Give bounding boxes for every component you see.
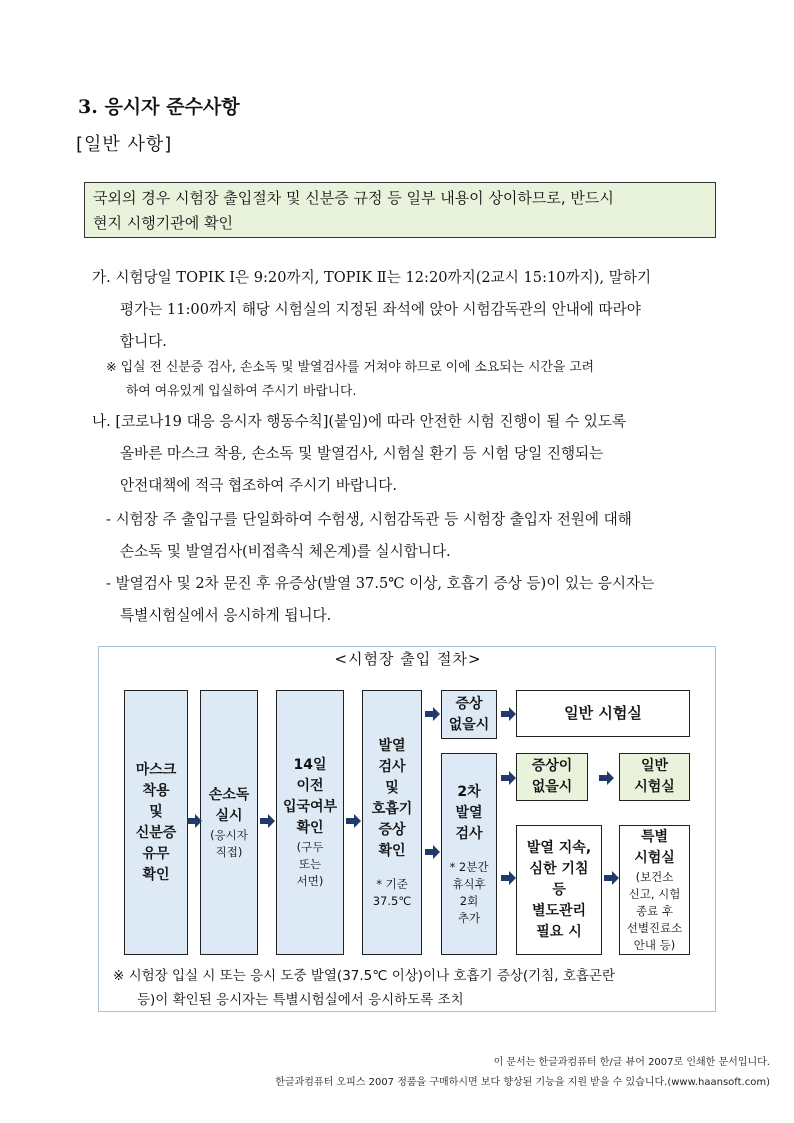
item-na-line-1: 나. [코로나19 대응 응시자 행동수칙](붙임)에 따라 안전한 시험 진행이 될 수 있도록	[92, 413, 627, 430]
overseas-notice-box	[84, 182, 716, 238]
special-exam-room-box	[619, 825, 690, 955]
general-matters-subheading: [일반 사항]	[76, 134, 173, 155]
box-text: 및	[149, 803, 163, 820]
diagram-note	[113, 964, 615, 1012]
box-text: 시험실	[634, 849, 675, 866]
box-subtext: 휴식후	[452, 876, 486, 891]
box-text: 일반	[640, 758, 669, 774]
arrow-right-icon	[425, 707, 440, 721]
general-exam-room-second-box	[619, 753, 690, 801]
hand-sanitize-box	[200, 690, 258, 955]
box-text: 호흡기	[371, 800, 413, 817]
general-exam-room-box	[516, 690, 690, 737]
box-text: 마스크	[135, 761, 177, 778]
box-subtext: 추가	[457, 910, 481, 925]
box-text: 심한 기침	[529, 860, 589, 877]
box-subtext: 또는	[298, 857, 322, 871]
diagram-note-line-2: 등)이 확인된 응시자는 특별시험실에서 응시하도록 조치	[137, 992, 464, 1008]
box-text: 확인	[378, 842, 406, 859]
box-subtext: (구두	[296, 840, 324, 854]
box-text: 착용	[142, 782, 170, 799]
box-subtext: 안내 등)	[633, 937, 676, 952]
separate-management-box	[516, 825, 602, 955]
box-subtext: 37.5℃	[372, 893, 412, 908]
box-subtext: (응시자	[210, 827, 248, 842]
box-text: 증상	[378, 821, 406, 838]
box-text: 발열	[455, 804, 483, 821]
box-text: 검사	[378, 758, 406, 775]
mask-id-check-box	[124, 690, 188, 955]
box-text: 확인	[296, 820, 324, 836]
box-text: 발열	[378, 737, 406, 754]
bullet-disinfection	[106, 504, 632, 568]
second-fever-check-box	[441, 753, 497, 955]
diagram-title: <시험장 출입 절차>	[334, 650, 482, 668]
box-subtext: 서면)	[296, 874, 324, 888]
arrow-right-icon	[599, 771, 614, 785]
bullet-2-line-1: - 발열검사 및 2차 문진 후 유증상(발열 37.5℃ 이상, 호흡기 증상 등)이 있는 응시자는	[106, 575, 655, 592]
item-ga-line-2: 평가는 11:00까지 해당 시험실의 지정된 좌석에 앉아 시험감독관의 안내에 따라야	[120, 301, 641, 318]
footer-line-1: 이 문서는 한글과컴퓨터 한/글 뷰어 2007로 인쇄한 문서입니다.	[493, 1057, 770, 1068]
no-symptom-second-box	[516, 753, 588, 801]
arrow-right-icon	[604, 871, 619, 885]
box-text: 및	[385, 779, 399, 796]
box-subtext: 직접)	[215, 844, 243, 859]
box-subtext: 2회	[459, 893, 479, 908]
arrow-right-icon	[425, 845, 440, 859]
box-text: 검사	[455, 825, 483, 842]
box-text: 등	[552, 881, 566, 898]
notice-line-1: 국외의 경우 시험장 출입절차 및 신분증 규정 등 일부 내용이 상이하므로, 반드시	[93, 189, 614, 207]
entry-procedure-diagram	[98, 646, 716, 1012]
box-subtext: * 2분간	[449, 859, 489, 874]
bullet-special-room	[106, 568, 654, 632]
box-text: 신분증	[135, 824, 177, 841]
section-heading: 3. 응시자 준수사항	[78, 96, 240, 118]
box-text: 일반 시험실	[564, 704, 642, 722]
arrow-right-icon	[501, 871, 516, 885]
item-ga-line-3: 합니다.	[120, 333, 167, 350]
box-text: 증상이	[531, 758, 573, 774]
box-text: 발열 지속,	[526, 839, 592, 856]
box-text: 확인	[142, 866, 170, 883]
footer-line-2: 한글과컴퓨터 오피스 2007 정품을 구매하시면 보다 향상된 기능을 지원 받을 수 있습니다.(www.haansoft.com)	[275, 1077, 770, 1088]
box-text: 2차	[457, 783, 481, 800]
box-text: 14일	[293, 757, 327, 773]
box-text: 특별	[640, 828, 669, 845]
box-text: 없을시	[531, 779, 573, 795]
arrow-right-icon	[501, 771, 516, 785]
box-text: 증상	[455, 695, 483, 712]
item-na	[92, 406, 626, 502]
arrow-right-icon	[187, 814, 202, 828]
box-text: 없을시	[448, 716, 490, 733]
box-text: 실시	[215, 807, 243, 824]
box-subtext: 선별진료소	[626, 920, 683, 935]
box-text: 별도관리	[531, 902, 587, 919]
fever-symptom-check-box	[362, 690, 422, 955]
box-text: 시험실	[634, 779, 675, 795]
entry-history-check-box	[276, 690, 344, 955]
box-text: 손소독	[208, 786, 250, 803]
box-subtext: (보건소	[635, 869, 674, 884]
no-symptom-box	[441, 690, 497, 739]
box-subtext: 종료 후	[636, 903, 673, 918]
bullet-1-line-1: - 시험장 주 출입구를 단일화하여 수험생, 시험감독관 등 시험장 출입자 전원에 대해	[106, 511, 632, 528]
note-line-2: 하여 여유있게 입실하여 주시기 바랍니다.	[126, 384, 357, 399]
item-na-line-2: 올바른 마스크 착용, 손소독 및 발열검사, 시험실 환기 등 시험 당일 진행되는	[120, 445, 604, 462]
arrow-right-icon	[346, 814, 361, 828]
notice-line-2: 현지 시행기관에 확인	[93, 214, 233, 232]
item-ga-note	[106, 356, 594, 404]
note-line-1: ※ 입실 전 신분증 검사, 손소독 및 발열검사를 거쳐야 하므로 이에 소요되는 시간을 고려	[106, 360, 594, 375]
box-text: 입국여부	[282, 799, 338, 815]
bullet-1-line-2: 손소독 및 발열검사(비접촉식 체온계)를 실시합니다.	[120, 543, 451, 560]
arrow-right-icon	[501, 707, 516, 721]
box-text: 이전	[296, 778, 324, 794]
item-ga-line-1: 가. 시험당일 TOPIK Ⅰ은 9:20까지, TOPIK Ⅱ는 12:20까지(2교시 15:10까지), 말하기	[92, 269, 652, 286]
footer-notice	[275, 1053, 770, 1088]
diagram-note-line-1: ※ 시험장 입실 시 또는 응시 도중 발열(37.5℃ 이상)이나 호흡기 증상(기침, 호흡곤란	[113, 968, 616, 984]
bullet-2-line-2: 특별시험실에서 응시하게 됩니다.	[120, 607, 332, 624]
arrow-right-icon	[260, 814, 275, 828]
box-text: 유무	[142, 845, 170, 862]
box-subtext: * 기준	[376, 876, 408, 891]
box-subtext: 신고, 시험	[628, 886, 681, 901]
box-text: 필요 시	[536, 923, 582, 940]
item-ga	[92, 262, 651, 358]
item-na-line-3: 안전대책에 적극 협조하여 주시기 바랍니다.	[120, 477, 397, 494]
